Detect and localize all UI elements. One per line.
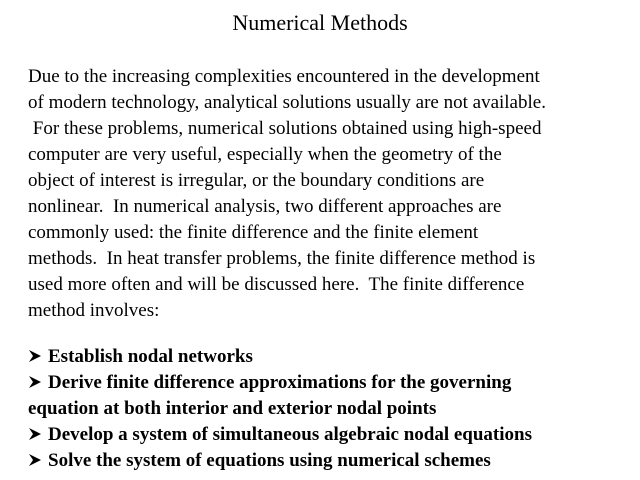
bullet-item (28, 422, 628, 448)
paragraph-line: used more often and will be discussed here. The finite difference (28, 274, 525, 295)
arrowhead-bullet-icon (28, 453, 42, 467)
bullet-text: Solve the system of equations using numerical schemes (48, 450, 491, 471)
paragraph-line: nonlinear. In numerical analysis, two different approaches are (28, 196, 502, 217)
bullet-text: Derive finite difference approximations for the governing (48, 372, 512, 393)
paragraph-line: method involves: (28, 300, 160, 321)
bullet-item (28, 448, 628, 474)
bullet-text: Develop a system of simultaneous algebraic nodal equations (48, 424, 532, 445)
bullet-item (28, 344, 628, 370)
paragraph-line: of modern technology, analytical solutions usually are not available. (28, 92, 546, 113)
bullet-continuation: equation at both interior and exterior nodal points (28, 398, 437, 419)
paragraph-line: commonly used: the finite difference and the finite element (28, 222, 479, 243)
bullet-list (28, 344, 628, 474)
bullet-item (28, 370, 628, 396)
paragraph-line: computer are very useful, especially when the geometry of the (28, 144, 502, 165)
body-paragraph (28, 64, 628, 324)
paragraph-line: methods. In heat transfer problems, the finite difference method is (28, 248, 536, 269)
arrowhead-bullet-icon (28, 375, 42, 389)
paragraph-line: Due to the increasing complexities encountered in the development (28, 66, 540, 87)
slide-title: Numerical Methods (232, 10, 408, 35)
bullet-text: Establish nodal networks (48, 346, 253, 367)
arrowhead-bullet-icon (28, 427, 42, 441)
arrowhead-bullet-icon (28, 349, 42, 363)
paragraph-line: object of interest is irregular, or the boundary conditions are (28, 170, 485, 191)
paragraph-line: For these problems, numerical solutions obtained using high-speed (28, 118, 542, 139)
